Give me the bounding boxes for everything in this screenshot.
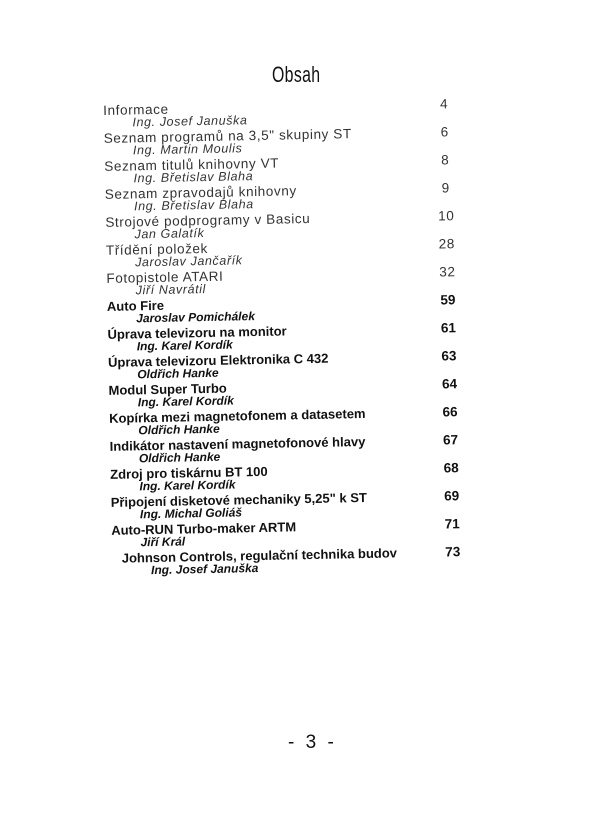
toc-entry-author: Ing. Břetislav Blaha xyxy=(133,169,254,186)
toc-entry-page: 71 xyxy=(444,516,460,532)
toc-entry-title: Fotopistole ATARI xyxy=(106,268,224,286)
toc-entry-page: 67 xyxy=(442,432,459,448)
toc-entry-title: Seznam programů na 3,5" skupiny ST xyxy=(103,126,352,146)
toc-entry-page: 32 xyxy=(439,264,456,280)
toc-entry-author: Jaroslav Jančařík xyxy=(134,253,243,270)
toc-entry-title: Strojové podprogramy v Basicu xyxy=(105,210,311,230)
toc-entry-title: Auto Fire xyxy=(106,297,165,314)
toc-entry-author: Ing. Karel Kordík xyxy=(139,477,236,494)
toc-entry-author: Ing. Břetislav Blaha xyxy=(133,197,254,214)
toc-entry-title: Informace xyxy=(103,101,169,118)
toc-entry-page: 63 xyxy=(441,348,457,364)
toc-entry-page: 8 xyxy=(441,152,450,168)
toc-entry-title: Třídění položek xyxy=(105,240,209,258)
toc-entry-page: 69 xyxy=(444,488,460,504)
toc-entry-title: Kopírka mezi magnetofonem a datasetem xyxy=(108,405,366,426)
toc-entry-page: 9 xyxy=(441,180,450,196)
toc-entry-page: 4 xyxy=(439,96,449,112)
toc-entry-author: Oldřich Hanke xyxy=(138,449,221,466)
toc-entry-title: Úprava televizoru na monitor xyxy=(107,323,287,342)
page-heading: Obsah xyxy=(272,62,321,87)
toc-entry-page: 6 xyxy=(440,124,449,140)
toc-entry-page: 64 xyxy=(441,376,458,392)
toc-entry-author: Ing. Josef Januška xyxy=(150,561,259,578)
toc-entry-page: 61 xyxy=(440,320,457,336)
toc-entry-author: Oldřich Hanke xyxy=(137,365,219,382)
toc-entry-title: Indikátor nastavení magnetofonové hlavy xyxy=(109,433,366,454)
toc-entry-title: Seznam titulů knihovny VT xyxy=(104,155,280,174)
toc-entry-title: Auto-RUN Turbo-maker ARTM xyxy=(111,519,297,538)
toc-entry-title: Připojení disketové mechaniky 5,25" k ST xyxy=(110,489,367,510)
toc-entry-title: Úprava televizoru Elektronika C 432 xyxy=(107,350,329,370)
toc-entry-author: Ing. Karel Kordík xyxy=(137,393,234,410)
toc-entry-page: 73 xyxy=(445,544,461,560)
toc-entry-author: Jiří Král xyxy=(140,534,186,550)
toc-entry-title: Seznam zpravodajů knihovny xyxy=(104,183,297,202)
toc-entry-author: Ing. Martin Moulis xyxy=(132,141,243,158)
toc-entry-author: Jaroslav Pomichálek xyxy=(136,309,256,326)
toc-entry-title: Zdroj pro tiskárnu BT 100 xyxy=(110,463,268,482)
toc-entry-page: 66 xyxy=(442,404,458,420)
toc-entry-author: Ing. Karel Kordík xyxy=(136,337,233,354)
toc-entry-author: Oldřich Hanke xyxy=(138,421,220,438)
toc-entry-page: 68 xyxy=(443,460,459,476)
toc-entry-author: Jiří Navrátil xyxy=(135,282,207,298)
toc-entry-page: 59 xyxy=(440,292,456,308)
toc-entry-author: Ing. Michal Goliáš xyxy=(139,505,243,522)
page-number-footer: - 3 - xyxy=(288,732,337,753)
toc-entry-author: Ing. Josef Januška xyxy=(132,113,248,130)
toc-entry-title: Modul Super Turbo xyxy=(108,380,227,398)
toc-entry-title: Johnson Controls, regulační technika budov xyxy=(121,545,398,566)
toc-entry-author: Jan Galatík xyxy=(134,226,205,242)
toc-entry-page: 10 xyxy=(438,208,455,224)
toc-entry-page: 28 xyxy=(438,236,456,252)
